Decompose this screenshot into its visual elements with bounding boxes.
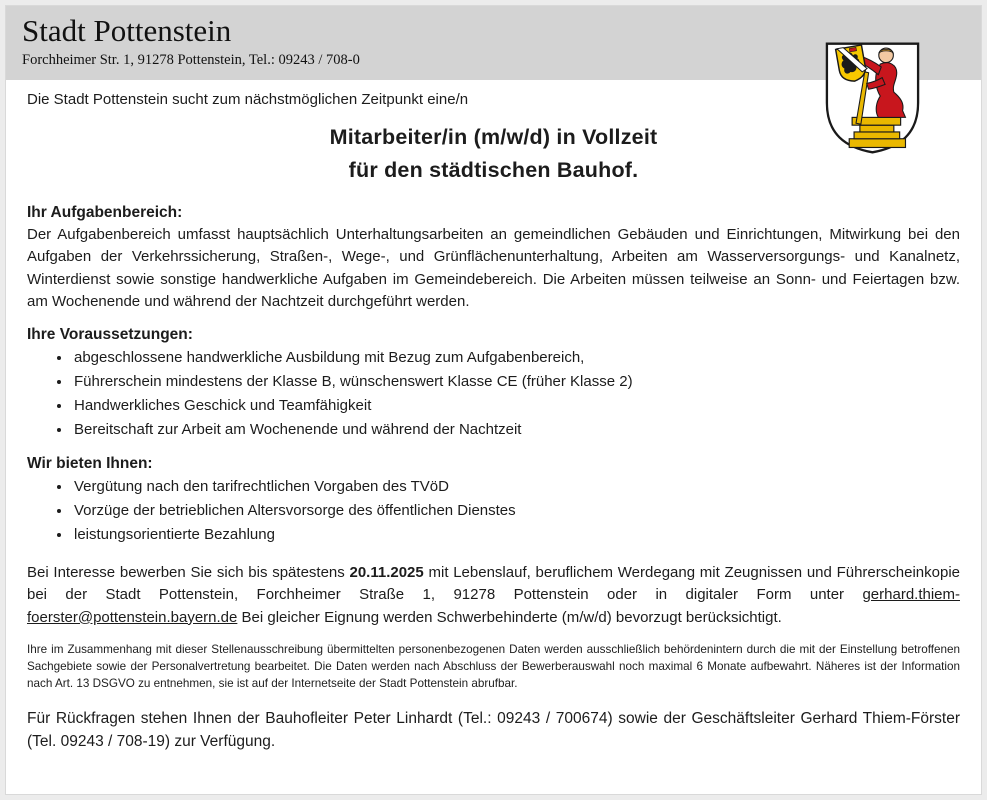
application-text-3: Bei gleicher Eignung werden Schwerbehinderte (m/w/d) bevorzugt berücksichtigt. (237, 608, 782, 626)
list-item: • Vergütung nach den tarifrechtlichen Vorgaben des TVöD (72, 476, 960, 499)
job-title (27, 121, 960, 188)
document (5, 5, 982, 795)
job-title-line1: Mitarbeiter/in (m/w/d) in Vollzeit (329, 125, 658, 149)
section-heading-bieten: Wir bieten Ihnen: (27, 455, 153, 473)
application-paragraph (27, 562, 960, 630)
city-title: Stadt Pottenstein (22, 13, 232, 48)
application-text-1: Bei Interesse bewerben Sie sich bis spätestens (27, 563, 350, 581)
city-address: Forchheimer Str. 1, 91278 Pottenstein, Tel.: 09243 / 708-0 (22, 51, 360, 68)
application-text-2: mit Lebenslauf, beruflichem Werdegang mit Zeugnissen und Führerscheinkopie bei der Stadt Pottenstein, Forchheimer Straße 1, 91278 Pottenstein oder in digitaler Form unter (27, 563, 960, 604)
bieten-list (27, 476, 960, 547)
application-deadline: 20.11.2025 (349, 563, 424, 581)
section-heading-voraussetzungen: Ihre Voraussetzungen: (27, 325, 193, 343)
privacy-fineprint: Ihre im Zusammenhang mit dieser Stellenausschreibung übermittelten personenbezogenen Daten werden ausschließlich behördenintern durch die mit der Einstellung betroffenen Sachgebiete sowie der Personalvertretung bearbeitet. Die Daten werden nach Abschluss der Bewerberauswahl noch maximal 6 Monate aufbewahrt. Näheres ist der Information nach Art. 13 DSGVO zu entnehmen, sie ist auf der Internetseite der Stadt Pottenstein abrufbar. (27, 643, 960, 691)
list-item: • Vorzüge der betrieblichen Altersvorsorge des öffentlichen Dienstes (72, 500, 960, 523)
voraussetzungen-list (27, 347, 960, 442)
list-item: • Handwerkliches Geschick und Teamfähigkeit (72, 395, 960, 418)
aufgaben-paragraph: Der Aufgabenbereich umfasst hauptsächlich Unterhaltungsarbeiten an gemeindlichen Gebäuden und Einrichtungen, Mitwirkung bei den Aufgaben der Verkehrssicherung, Straßen-, Wege-, und Grünflächenunterhaltung, Arbeiten am Wasserversorgungs- und Kanalnetz, Winterdienst sowie sonstige handwerkliche Aufgaben im Gemeindebereich. Die Arbeiten müssen teilweise an Sonn- und Feiertagen bzw. am Wochenende und während der Nachtzeit durchgeführt werden. (27, 225, 960, 311)
intro-line: Die Stadt Pottenstein sucht zum nächstmöglichen Zeitpunkt eine/n (27, 91, 469, 108)
contact-paragraph: Für Rückfragen stehen Ihnen der Bauhofleiter Peter Linhardt (Tel.: 09243 / 700674) sowie der Geschäftsleiter Gerhard Thiem-Förster (Tel. 09243 / 708-19) zur Verfügung. (27, 710, 960, 751)
content (6, 91, 981, 754)
list-item: • leistungsorientierte Bezahlung (72, 524, 960, 547)
list-item: • abgeschlossene handwerkliche Ausbildung mit Bezug zum Aufgabenbereich, (72, 347, 960, 370)
coat-of-arms-icon (824, 39, 921, 157)
job-title-line2: für den städtischen Bauhof. (348, 158, 639, 183)
list-item: • Führerschein mindestens der Klasse B, wünschenswert Klasse CE (früher Klasse 2) (72, 371, 960, 394)
section-heading-aufgaben: Ihr Aufgabenbereich: (27, 203, 183, 221)
application-email-link[interactable]: gerhard.thiem-foerster@pottenstein.bayern.de (27, 586, 960, 626)
list-item: • Bereitschaft zur Arbeit am Wochenende und während der Nachtzeit (72, 419, 960, 442)
